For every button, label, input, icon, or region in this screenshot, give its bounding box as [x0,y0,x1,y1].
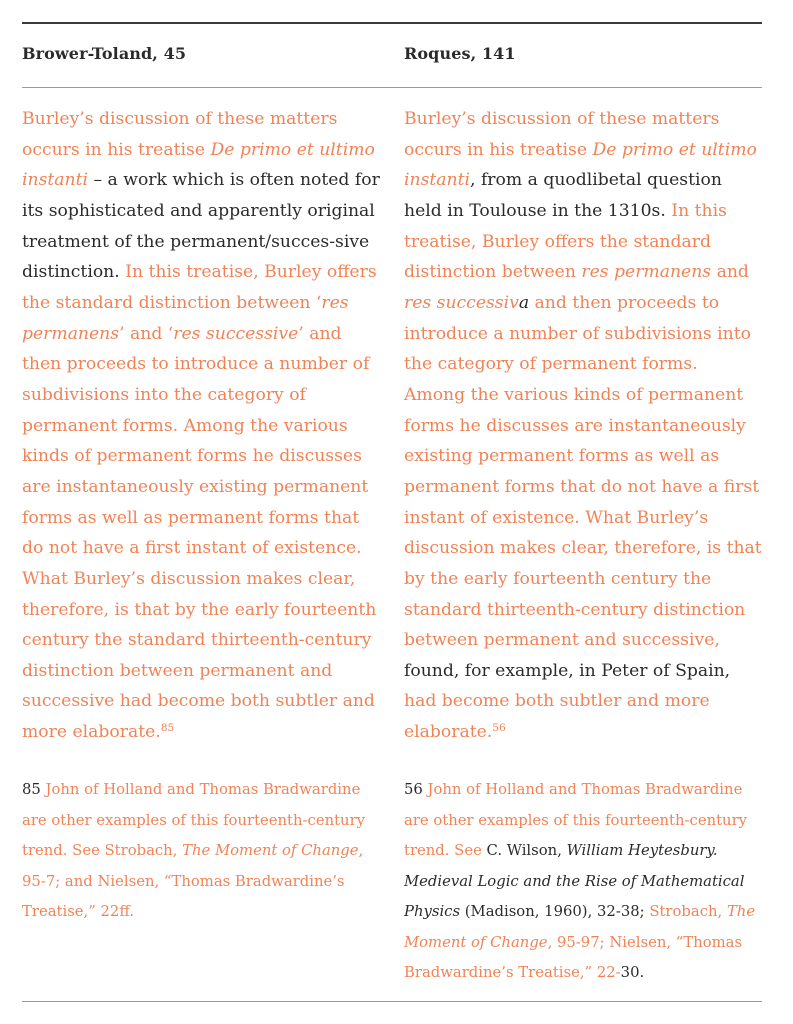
text-segment: res permanens [581,262,712,283]
text-segment: John of Holland and Thomas Bradwardine are other examples of this fourteenth-century trend. See Strobach, [22,781,366,859]
left-column-body [22,104,382,748]
text-segment: Burley’s discussion of these matters occurs in his treatise [22,109,338,160]
text-segment: (Madison, 1960), 32-38; [460,903,650,920]
text-segment: In this treatise, Burley offers the standard distinction between [404,200,727,283]
text-segment: , 95-7; and Nielsen, “Thomas Bradwardine’s Treatise,” 22ff. [22,842,364,920]
footnote-marker: 85 [160,721,175,735]
text-segment: ’ and then proceeds to introduce a number of subdivisions into the category of permanent forms. Among the various kinds of permanent forms he discusses are instantaneously existing permanent forms as well as permanent forms that do not have a first instant of existence. What Burley’s discussion makes clear, therefore, is that by the early fourteenth century the standard thirteenth-century distinction between permanent and successive had become both subtler and more elaborate. [22,323,377,743]
text-segment: , 95-97; Nielsen, “Thomas Bradwardine’s Treatise,” 22- [404,933,743,981]
text-segment: and then proceeds to introduce a number of subdivisions into the category of permanent forms. Among the various kinds of permanent forms he discusses are instantaneously existing permanent forms as well as permanent forms that do not have a first instant of existence. What Burley’s discussion makes clear, therefore, is that by the early fourteenth century the standard thirteenth-century distinction between permanent and successive, [404,292,762,651]
text-segment: The Moment of Change [404,903,756,951]
top-rule [22,22,762,24]
text-segment: In this treatise, Burley offers the standard distinction between ‘ [22,262,377,313]
text-segment: 56 [404,781,428,798]
text-segment: res successive [173,323,299,344]
text-segment: John of Holland and Thomas Bradwardine are other examples of this fourteenth-century trend. See [404,781,748,859]
text-segment: 30. [620,964,645,981]
text-segment: De primo et ultimo instanti [404,139,757,191]
bottom-rule [22,1001,762,1002]
text-segment: – a work which is often noted for its sophisticated and apparently original treatment of the permanent/succes-sive distinction. [22,170,380,283]
text-segment: a [518,292,530,313]
header-divider [22,87,762,88]
text-segment: res permanens [22,292,349,344]
text-segment: The Moment of Change [182,842,359,859]
text-segment: Burley’s discussion of these matters occurs in his treatise [404,109,720,160]
footnote-marker: 56 [492,721,506,735]
text-segment: 85 [22,781,46,798]
right-column-body [404,104,764,748]
text-segment: res successiv [404,292,519,313]
text-segment: had become both subtler and more elaborate. [404,691,710,743]
text-segment: , from a quodlibetal question held in Toulouse in the 1310s. [404,170,722,221]
text-segment: Strobach, [649,903,727,920]
text-segment: ’ and ‘ [119,323,174,344]
right-footnote [404,775,764,989]
text-segment: C. Wilson, [486,842,567,859]
right-column-header: Roques, 141 [404,44,516,63]
text-segment: William Heytesbury. Medieval Logic and the Rise of Mathematical Physics [404,842,745,920]
left-footnote [22,775,382,928]
left-column-header: Brower-Toland, 45 [22,44,187,63]
text-segment: and [711,262,749,283]
text-segment: De primo et ultimo instanti [22,139,375,191]
text-segment: found, for example, in Peter of Spain, [404,660,731,681]
